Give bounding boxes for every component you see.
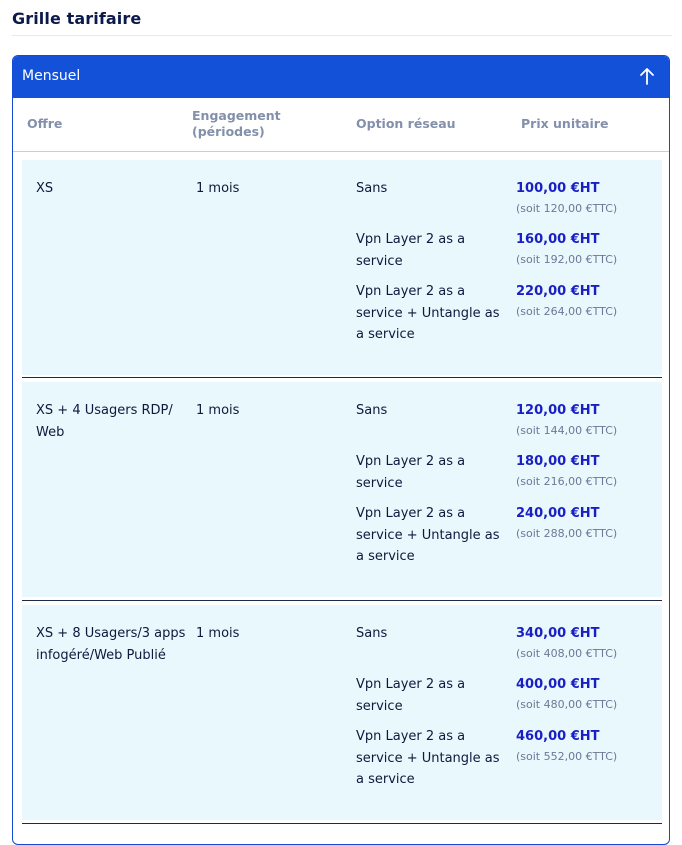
network-option-line: Sans [356,626,388,641]
title-divider [12,35,672,36]
price-ttc: (soit 120,00 €TTC) [516,202,618,215]
arrow-up-icon[interactable] [639,66,655,86]
network-option-line: service + Untangle as [356,750,500,766]
row-divider [22,600,662,601]
price-ttc: (soit 480,00 €TTC) [516,698,618,711]
column-header-prix: Prix unitaire [521,116,609,131]
network-option-line: service [356,475,403,491]
network-option-line: service + Untangle as [356,305,500,321]
network-option [356,281,500,346]
column-header-offre: Offre [27,116,63,131]
price-ttc: (soit 192,00 €TTC) [516,253,618,266]
engagement-value: 1 mois [196,403,240,418]
offer-name [36,623,185,666]
column-header-option: Option réseau [356,116,456,131]
network-option [356,503,500,568]
network-option-line: Sans [356,403,388,418]
network-option [356,674,465,717]
price-ttc: (soit 144,00 €TTC) [516,424,618,437]
offer-name-line: XS + 8 Usagers/3 apps [36,626,186,641]
column-header-engagement-line2: (périodes) [192,124,265,139]
offer-name-line: XS [36,181,54,196]
network-option-line: Vpn Layer 2 as a [356,454,466,469]
network-option-line: a service [356,772,415,787]
panel-header-toggle[interactable] [13,56,669,98]
network-option [356,451,465,494]
network-option [356,623,387,645]
engagement-value: 1 mois [196,181,240,196]
price-ht: 240,00 €HT [516,506,600,521]
network-option-line: service [356,253,403,269]
column-header-engagement [192,108,281,140]
network-option-line: Vpn Layer 2 as a [356,729,466,744]
price-ttc: (soit 552,00 €TTC) [516,750,618,763]
price-ht: 100,00 €HT [516,181,600,196]
price-ttc: (soit 216,00 €TTC) [516,475,618,488]
price-ttc: (soit 288,00 €TTC) [516,527,618,540]
offer-name [36,400,173,443]
network-option-line: service + Untangle as [356,527,500,543]
network-option [356,178,387,200]
network-option-line: Vpn Layer 2 as a [356,284,466,299]
price-ht: 160,00 €HT [516,232,600,247]
price-ht: 120,00 €HT [516,403,600,418]
network-option-line: Sans [356,181,388,196]
row-divider [22,377,662,378]
offer-name-line: infogéré/Web Publié [36,647,166,663]
price-ttc: (soit 408,00 €TTC) [516,647,618,660]
offer-name [36,178,53,200]
panel-title: Mensuel [22,68,81,84]
network-option-line: service [356,698,403,714]
table-header [13,98,669,152]
price-ht: 180,00 €HT [516,454,600,469]
price-ht: 340,00 €HT [516,626,600,641]
network-option-line: Vpn Layer 2 as a [356,232,466,247]
network-option-line: Vpn Layer 2 as a [356,506,466,521]
price-ht: 400,00 €HT [516,677,600,692]
price-ttc: (soit 264,00 €TTC) [516,305,618,318]
network-option-line: a service [356,327,415,342]
offer-name-line: Web [36,424,65,440]
page-title: Grille tarifaire [12,9,142,28]
network-option-line: Vpn Layer 2 as a [356,677,466,692]
network-option [356,726,500,791]
network-option [356,400,387,422]
network-option-line: a service [356,549,415,564]
engagement-value: 1 mois [196,626,240,641]
price-ht: 220,00 €HT [516,284,600,299]
offer-name-line: XS + 4 Usagers RDP/ [36,403,173,418]
pricing-panel [12,55,670,845]
column-header-engagement-line1: Engagement [192,108,281,123]
network-option [356,229,465,272]
row-divider [22,823,662,824]
price-ht: 460,00 €HT [516,729,600,744]
